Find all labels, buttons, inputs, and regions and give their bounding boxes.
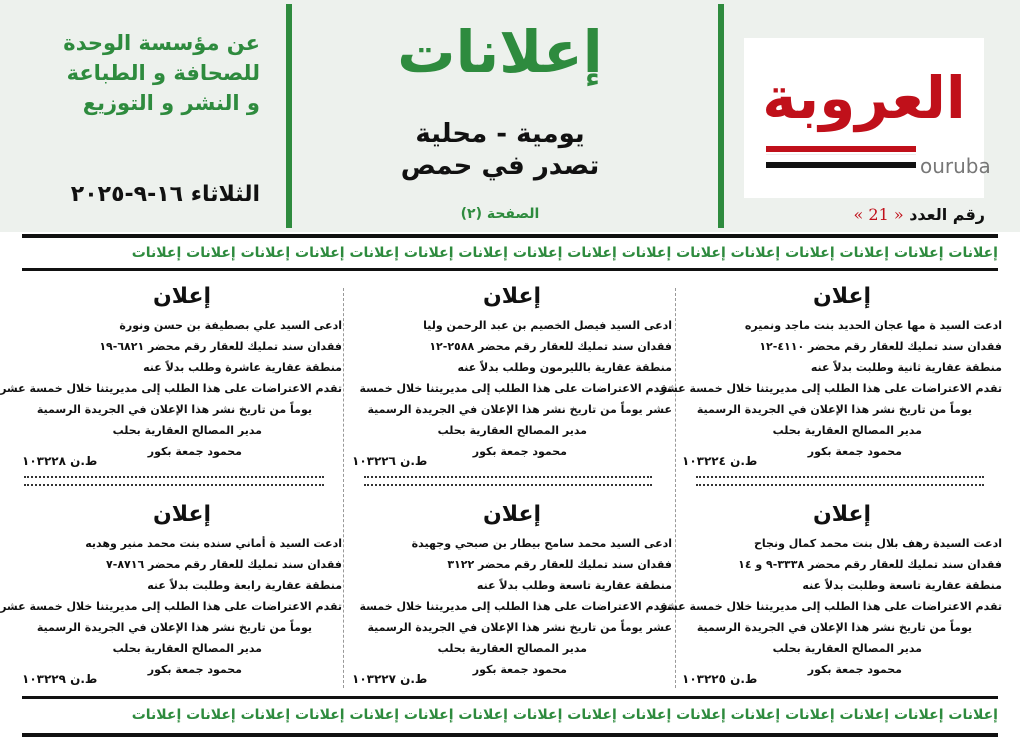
issue-label: رقم العدد bbox=[909, 205, 985, 224]
subtitle-line-1: يومية - محلية bbox=[415, 119, 585, 149]
ad-line: محمود جمعة بكور bbox=[472, 663, 567, 676]
ad-line: تقدم الاعتراضات على هذا الطلب إلى مديريتنا خلال خمسة عشر bbox=[0, 382, 342, 395]
ad-reference: ط.ن ١٠٣٢٢٧ bbox=[352, 672, 428, 686]
ad-title: إعلان bbox=[812, 284, 872, 309]
page-number: الصفحة (٢) bbox=[460, 206, 540, 222]
ad-line: ادعت السيد ة مها عجان الحديد بنت ماجد ونميره bbox=[744, 319, 1002, 332]
ad-line: يوماً من تاريخ نشر هذا الإعلان في الجريدة الرسمية bbox=[696, 621, 972, 634]
ad-notice bbox=[352, 502, 672, 702]
ad-title: إعلان bbox=[152, 502, 212, 527]
ad-title: إعلان bbox=[812, 502, 872, 527]
subtitle bbox=[300, 118, 700, 182]
top-rule bbox=[22, 234, 998, 238]
issue-value: « 21 » bbox=[853, 205, 904, 224]
ad-reference: ط.ن ١٠٣٢٢٦ bbox=[352, 454, 428, 468]
newspaper-logo bbox=[744, 38, 991, 198]
logo-latin-text: ouruba bbox=[920, 154, 991, 178]
ad-line: محمود جمعة بكور bbox=[807, 663, 902, 676]
ad-line: مدير المصالح العقارية بحلب bbox=[437, 642, 587, 655]
masthead-divider-right bbox=[718, 4, 724, 228]
ad-line: منطقة عقارية رابعة وطلبت بدلاً عنه bbox=[147, 579, 342, 592]
ad-line: فقدان سند تمليك للعقار رقم محضر ٨٧١٦-٧ bbox=[106, 558, 342, 571]
ads-banner-top: إعلانات إعلانات إعلانات إعلانات إعلانات إعلانات إعلانات إعلانات إعلانات إعلانات إعلانات إعلانات إعلانات إعلانات إعلانات إعلانات bbox=[131, 245, 998, 261]
masthead bbox=[0, 0, 1020, 232]
logo-flag-black-stripe bbox=[766, 162, 916, 168]
ad-notice bbox=[660, 284, 1002, 484]
logo-flag-white-stripe bbox=[766, 154, 916, 161]
publisher-line-3: و النشر و التوزيع bbox=[82, 91, 260, 115]
ad-line: تقدم الاعتراضات على هذا الطلب إلى مديريتنا خلال خمسة bbox=[359, 382, 672, 395]
ad-line: ادعت السيد ة أماني سنده بنت محمد منير وهديه bbox=[85, 537, 342, 550]
ad-title: إعلان bbox=[482, 284, 542, 309]
ad-title: إعلان bbox=[152, 284, 212, 309]
ad-line: محمود جمعة بكور bbox=[807, 445, 902, 458]
ad-line: تقدم الاعتراضات على هذا الطلب إلى مديريتنا خلال خمسة عشر bbox=[660, 382, 1002, 395]
bottom-banner-rule-top bbox=[22, 696, 998, 699]
ad-reference: ط.ن ١٠٣٢٢٤ bbox=[682, 454, 758, 468]
ad-reference: ط.ن ١٠٣٢٢٥ bbox=[682, 672, 758, 686]
ad-notice bbox=[352, 284, 672, 484]
publisher-line-2: للصحافة و الطباعة bbox=[66, 61, 260, 85]
banner-rule bbox=[22, 268, 998, 271]
issue-number bbox=[760, 205, 985, 224]
ad-notice bbox=[0, 502, 342, 702]
ad-line: يوماً من تاريخ نشر هذا الإعلان في الجريدة الرسمية bbox=[696, 403, 972, 416]
ad-line: مدير المصالح العقارية بحلب bbox=[112, 642, 262, 655]
ad-title: إعلان bbox=[482, 502, 542, 527]
ad-line: مدير المصالح العقارية بحلب bbox=[772, 642, 922, 655]
bottom-rule bbox=[22, 733, 998, 737]
column-divider bbox=[343, 288, 345, 688]
ad-notice bbox=[660, 502, 1002, 702]
ad-line: عشر يوماً من تاريخ نشر هذا الإعلان في الجريدة الرسمية bbox=[367, 403, 672, 416]
ad-line: ادعى السيد فيصل الخصيم بن عبد الرحمن وليا bbox=[423, 319, 672, 332]
ad-line: عشر يوماً من تاريخ نشر هذا الإعلان في الجريدة الرسمية bbox=[367, 621, 672, 634]
column-divider bbox=[675, 288, 677, 688]
ad-line: فقدان سند تمليك للعقار رقم محضر ٣٣٣٨-٩ و ١٤ bbox=[738, 558, 1002, 571]
logo-arabic-text: العروبة bbox=[762, 64, 966, 132]
ad-line: مدير المصالح العقارية بحلب bbox=[437, 424, 587, 437]
ad-line: محمود جمعة بكور bbox=[472, 445, 567, 458]
subtitle-line-2: تصدر في حمص bbox=[400, 151, 600, 181]
ad-line: محمود جمعة بكور bbox=[147, 445, 242, 458]
ad-line: يوماً من تاريخ نشر هذا الإعلان في الجريدة الرسمية bbox=[36, 403, 312, 416]
ad-reference: ط.ن ١٠٣٢٢٨ bbox=[22, 454, 98, 468]
ad-separator bbox=[364, 476, 652, 486]
ad-line: ادعت السيدة رهف بلال بنت محمد كمال ونجاح bbox=[753, 537, 1002, 550]
publisher-line-1: عن مؤسسة الوحدة bbox=[63, 31, 260, 55]
page-title: إعلانات bbox=[397, 18, 603, 86]
ad-line: منطقة عقارية تاسعة وطلب بدلاً عنه bbox=[476, 579, 672, 592]
ad-separator bbox=[24, 476, 324, 486]
ad-line: فقدان سند تمليك للعقار رقم محضر ٣١٢٢ bbox=[447, 558, 672, 571]
ad-reference: ط.ن ١٠٣٢٢٩ bbox=[22, 672, 98, 686]
logo-flag-red-stripe bbox=[766, 146, 916, 152]
issue-date: الثلاثاء ١٦-٩-٢٠٢٥ bbox=[70, 182, 260, 207]
ad-line: منطقة عقارية بالليرمون وطلب بدلاً عنه bbox=[457, 361, 672, 374]
masthead-divider-left bbox=[286, 4, 292, 228]
ad-line: فقدان سند تمليك للعقار رقم محضر ٤١١٠-١٢ bbox=[759, 340, 1002, 353]
ad-line: يوماً من تاريخ نشر هذا الإعلان في الجريدة الرسمية bbox=[36, 621, 312, 634]
publisher-info bbox=[20, 28, 260, 118]
ad-notice bbox=[0, 284, 342, 484]
ads-banner-bottom: إعلانات إعلانات إعلانات إعلانات إعلانات إعلانات إعلانات إعلانات إعلانات إعلانات إعلانات إعلانات إعلانات إعلانات إعلانات إعلانات bbox=[131, 707, 998, 723]
ad-line: فقدان سند تمليك للعقار رقم محضر ٦٨٢١-١٩ bbox=[99, 340, 342, 353]
ad-line: منطقة عقارية ثانية وطلبت بدلاً عنه bbox=[810, 361, 1002, 374]
ad-line: تقدم الاعتراضات على هذا الطلب إلى مديريتنا خلال خمسة bbox=[359, 600, 672, 613]
ad-line: ادعى السيد محمد سامح بيطار بن صبحي وجهيدة bbox=[411, 537, 672, 550]
ad-line: تقدم الاعتراضات على هذا الطلب إلى مديريتنا خلال خمسة عشر bbox=[0, 600, 342, 613]
ad-line: مدير المصالح العقارية بحلب bbox=[112, 424, 262, 437]
ad-line: تقدم الاعتراضات على هذا الطلب إلى مديريتنا خلال خمسة عشر bbox=[660, 600, 1002, 613]
ad-line: مدير المصالح العقارية بحلب bbox=[772, 424, 922, 437]
ad-separator bbox=[696, 476, 984, 486]
ad-line: منطقة عقارية تاسعة وطلبت بدلاً عنه bbox=[802, 579, 1002, 592]
ad-line: محمود جمعة بكور bbox=[147, 663, 242, 676]
ad-line: فقدان سند تمليك للعقار رقم محضر ٢٥٨٨-١٢ bbox=[429, 340, 672, 353]
ad-line: منطقة عقارية عاشرة وطلب بدلاً عنه bbox=[143, 361, 342, 374]
ad-line: ادعى السيد علي بصطيفة بن حسن ونورة bbox=[119, 319, 342, 332]
